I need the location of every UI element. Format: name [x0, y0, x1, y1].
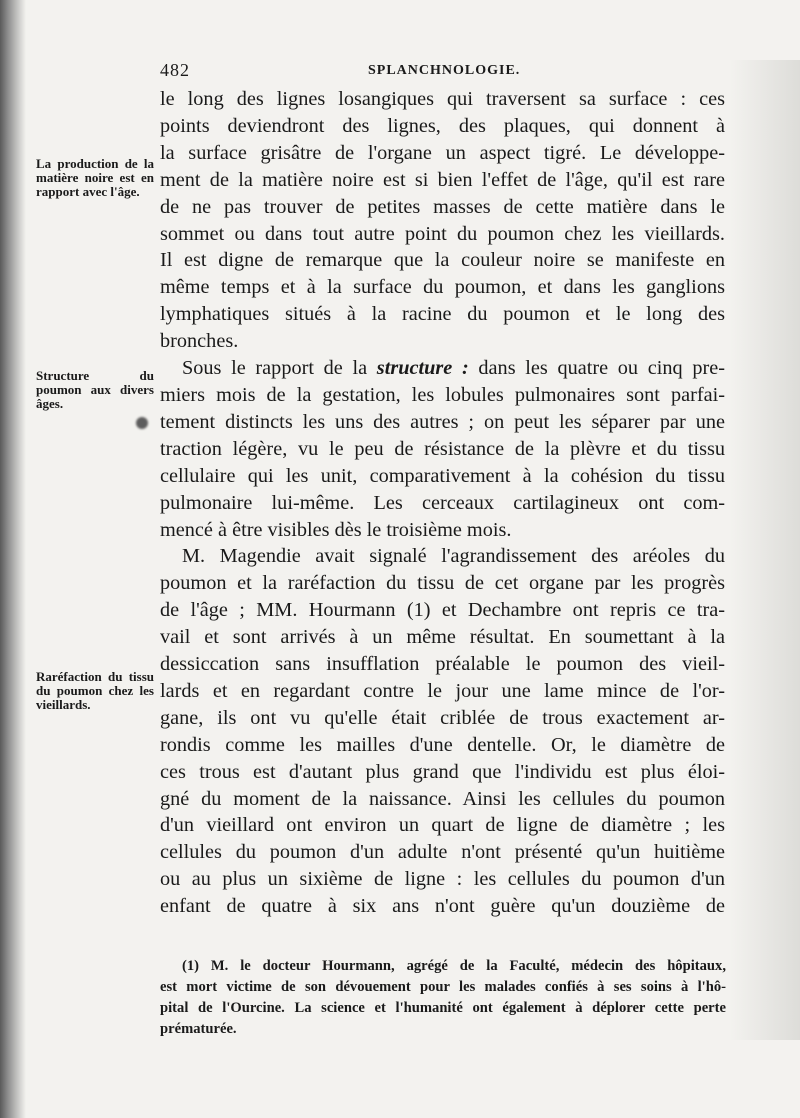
- footnote-line: (1) M. le docteur Hourmann, agrégé de la Faculté, médecin des hôpitaux,: [182, 958, 726, 974]
- text-line: la surface grisâtre de l'organe un aspect tigré. Le développe-: [160, 141, 725, 164]
- text-line: rondis comme les mailles d'une dentelle. Or, le diamètre de: [160, 733, 725, 756]
- page-header: [160, 60, 725, 84]
- text-line: cellules du poumon d'un adulte n'ont présenté qu'un huitième: [160, 841, 725, 864]
- margin-note-black-matter: La production de la matière noire est en rapport avec l'âge.: [36, 156, 154, 199]
- running-head: SPLANCHNOLOGIE.: [368, 63, 521, 78]
- text-line: même temps et à la surface du poumon, et dans les ganglions: [160, 276, 725, 299]
- body-text: [160, 86, 725, 920]
- text-line: pulmonaire lui-même. Les cerceaux cartilagineux ont com-: [160, 491, 725, 514]
- footnote-line: prématurée.: [160, 1021, 237, 1037]
- book-binding-shadow: [0, 0, 26, 1118]
- text-line: ment de la matière noire est si bien l'effet de l'âge, qu'il est rare: [160, 168, 725, 191]
- footnote: [160, 956, 726, 1040]
- text-line: gné du moment de la naissance. Ainsi les cellules du poumon: [160, 787, 725, 810]
- text-line: dessiccation sans insufflation préalable le poumon des vieil-: [160, 653, 725, 676]
- text-line: miers mois de la gestation, les lobules pulmonaires sont parfai-: [160, 383, 725, 406]
- margin-note-rarefaction: Raréfaction du tissu du poumon chez les vieillards.: [36, 669, 154, 712]
- text-line: d'un vieillard ont environ un quart de ligne de diamètre ; les: [160, 814, 725, 837]
- text-line: points deviendront des lignes, des plaques, qui donnent à: [160, 114, 725, 137]
- text-line: lards et en regardant contre le jour une lame mince de l'or-: [160, 679, 725, 702]
- text-line: de ne pas trouver de petites masses de cette matière dans le: [160, 195, 725, 218]
- text-line: gane, ils ont vu qu'elle était criblée de trous exactement ar-: [160, 706, 725, 729]
- text-line: bronches.: [160, 330, 239, 353]
- ink-spot: [136, 417, 148, 429]
- show-through-shadow: [730, 60, 800, 1040]
- text-line: enfant de quatre à six ans n'ont guère qu'un douzième de: [160, 895, 725, 918]
- footnote-line: est mort victime de son dévouement pour les malades confiés à ses soins à l'hô-: [160, 979, 726, 995]
- paragraph-1: [160, 86, 725, 355]
- text-line: mencé à être visibles dès le troisième mois.: [160, 518, 512, 541]
- text-line: lymphatiques situés à la racine du poumon et le long des: [160, 303, 725, 326]
- paragraph-3: [160, 543, 725, 920]
- text-line: cellulaire qui les unit, comparativement à la cohésion du tissu: [160, 464, 725, 487]
- text-line: Il est digne de remarque que la couleur noire se manifeste en: [160, 249, 725, 272]
- paragraph-2: [160, 355, 725, 543]
- text-line: le long des lignes losangiques qui traversent sa surface : ces: [160, 88, 725, 110]
- text-line: sommet ou dans tout autre point du poumon chez les vieillards.: [160, 222, 725, 245]
- text-line: ou au plus un sixième de ligne : les cellules du poumon d'un: [160, 868, 725, 891]
- text-line: de l'âge ; MM. Hourmann (1) et Dechambre ont repris ce tra-: [160, 599, 725, 622]
- text-line: M. Magendie avait signalé l'agrandissement des aréoles du: [182, 545, 725, 568]
- text-run: Sous le rapport de la: [182, 357, 377, 380]
- page-number: 482: [160, 60, 190, 80]
- margin-note-lung-structure: Structure du poumon aux divers âges.: [36, 368, 154, 411]
- text-line: tement distincts les uns des autres ; on peut les séparer par une: [160, 410, 725, 433]
- text-line: ces trous est d'autant plus grand que l'individu est plus éloi-: [160, 760, 725, 783]
- text-line: vail et sont arrivés à un même résultat. En soumettant à la: [160, 626, 725, 649]
- text-line: poumon et la raréfaction du tissu de cet organe par les progrès: [160, 572, 725, 595]
- text-line: traction légère, vu le peu de résistance de la plèvre et du tissu: [160, 437, 725, 460]
- text-run: dans les quatre ou cinq pre-: [468, 357, 725, 380]
- emphasis-structure: structure :: [376, 357, 469, 380]
- text-line: [160, 355, 725, 382]
- footnote-line: pital de l'Ourcine. La science et l'humanité ont également à déplorer cette perte: [160, 1000, 726, 1016]
